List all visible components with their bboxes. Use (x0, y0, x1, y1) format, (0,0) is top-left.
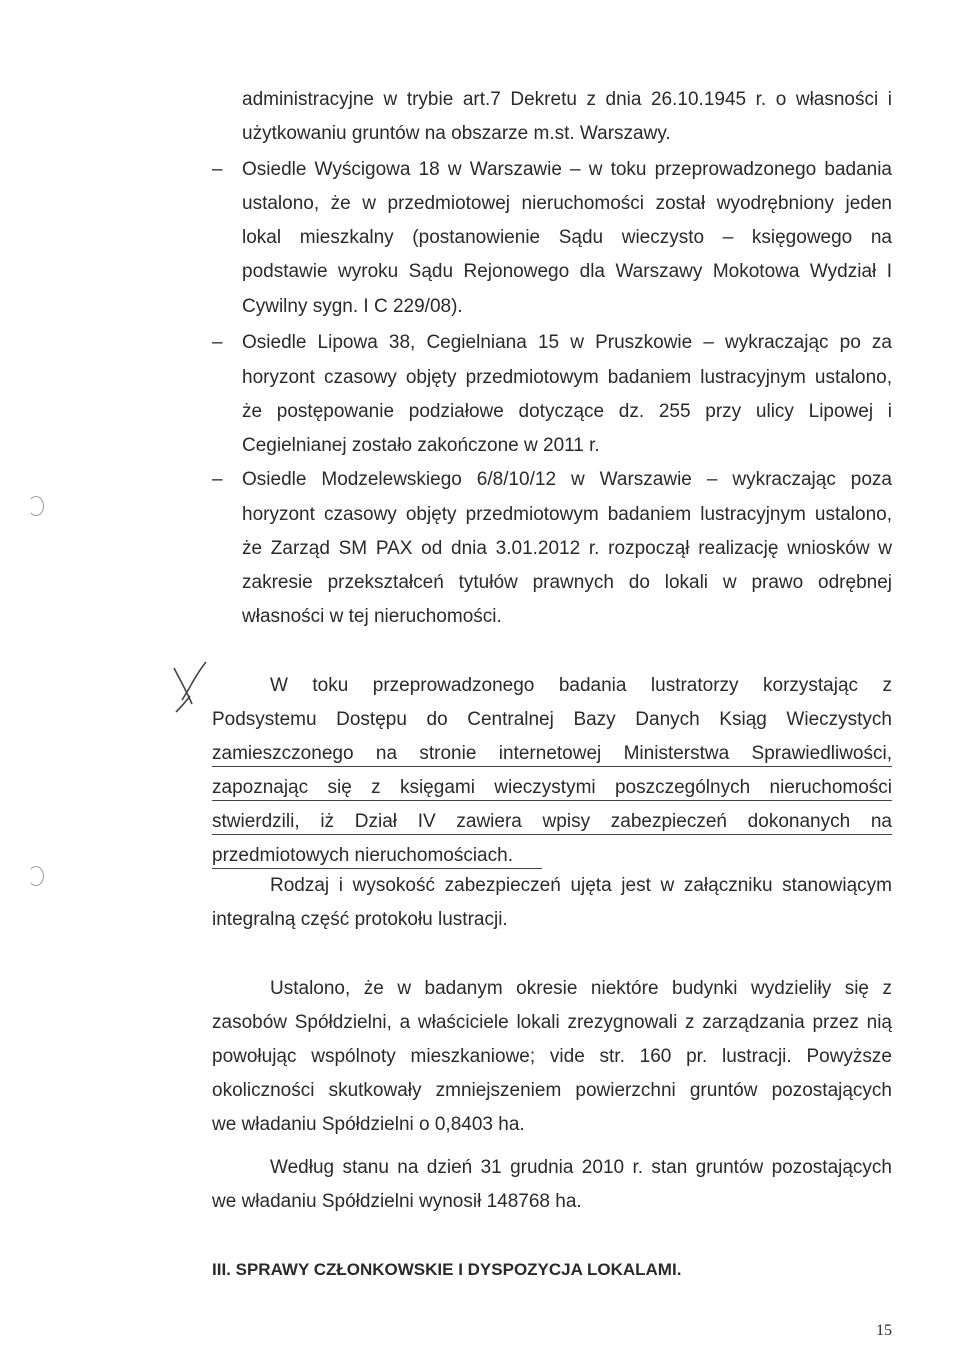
text-line: ustalono, że w przedmiotowej nieruchomości został wyodrębniony jeden (242, 193, 892, 214)
text-line: we władaniu Spółdzielni wynosił 148768 ha. (212, 1191, 582, 1212)
section-heading: III. SPRAWY CZŁONKOWSKIE I DYSPOZYCJA LOKALAMI. (212, 1260, 682, 1279)
text-line: Osiedle Lipowa 38, Cegielniana 15 w Pruszkowie – wykraczając po za (242, 332, 892, 353)
text-line: zakresie przekształceń tytułów prawnych do lokali w prawo odrębnej (242, 572, 892, 593)
bullet-dash: – (212, 332, 223, 353)
text-line: Osiedle Modzelewskiego 6/8/10/12 w Warszawie – wykraczając poza (242, 469, 892, 490)
bullet-dash: – (212, 469, 223, 490)
text-line: podstawie wyroku Sądu Rejonowego dla Warszawy Mokotowa Wydział I (242, 261, 892, 282)
text-line: Osiedle Wyścigowa 18 w Warszawie – w toku przeprowadzonego badania (242, 159, 892, 180)
punch-hole (28, 866, 44, 886)
text-line: powołując wspólnoty mieszkaniowe; vide str. 160 pr. lustracji. Powyższe (212, 1046, 892, 1067)
text-line: Według stanu na dzień 31 grudnia 2010 r. stan gruntów pozostających (270, 1157, 892, 1178)
text-line: integralną część protokołu lustracji. (212, 909, 508, 930)
text-line: okoliczności skutkowały zmniejszeniem powierzchni gruntów pozostających (212, 1080, 892, 1101)
text-line: przedmiotowych nieruchomościach. (212, 845, 513, 866)
text-line: zasobów Spółdzielni, a właściciele lokali zrezygnowali z zarządzania przez nią (212, 1012, 892, 1033)
text-line: we władaniu Spółdzielni o 0,8403 ha. (212, 1114, 525, 1135)
text-line: lokal mieszkalny (postanowienie Sądu wieczysto – księgowego na (242, 227, 892, 248)
text-line: że Zarząd SM PAX od dnia 3.01.2012 r. rozpoczął realizację wniosków w (242, 538, 892, 559)
text-line: administracyjne w trybie art.7 Dekretu z dnia 26.10.1945 r. o własności i (242, 89, 892, 110)
handwritten-underline (212, 834, 892, 835)
punch-hole (28, 496, 44, 516)
text-line: własności w tej nieruchomości. (242, 606, 502, 627)
text-line: stwierdzili, iż Dział IV zawiera wpisy zabezpieczeń dokonanych na (212, 811, 892, 832)
page-number: 15 (876, 1322, 892, 1339)
handwritten-underline (212, 766, 892, 767)
text-line: horyzont czasowy objęty przedmiotowym badaniem lustracyjnym ustalono, (242, 504, 892, 525)
text-line: zamieszczonego na stronie internetowej Ministerstwa Sprawiedliwości, (212, 743, 892, 764)
bullet-dash: – (212, 159, 223, 180)
handwritten-underline (212, 800, 892, 801)
text-line: horyzont czasowy objęty przedmiotowym badaniem lustracyjnym ustalono, (242, 367, 892, 388)
text-line: W toku przeprowadzonego badania lustratorzy korzystając z (270, 675, 892, 696)
handwritten-underline (212, 868, 542, 869)
text-line: użytkowaniu gruntów na obszarze m.st. Warszawy. (242, 123, 671, 144)
text-line: zapoznając się z księgami wieczystymi poszczególnych nieruchomości (212, 777, 892, 798)
text-line: Rodzaj i wysokość zabezpieczeń ujęta jest w załączniku stanowiącym (270, 875, 892, 896)
text-line: Ustalono, że w badanym okresie niektóre budynki wydzieliły się z (270, 978, 892, 999)
text-line: Podsystemu Dostępu do Centralnej Bazy Danych Ksiąg Wieczystych (212, 709, 892, 730)
text-line: Cywilny sygn. I C 229/08). (242, 296, 463, 317)
handwritten-checkmark-icon (170, 660, 210, 716)
text-line: że postępowanie podziałowe dotyczące dz. 255 przy ulicy Lipowej i (242, 401, 892, 422)
text-line: Cegielnianej zostało zakończone w 2011 r. (242, 435, 600, 456)
